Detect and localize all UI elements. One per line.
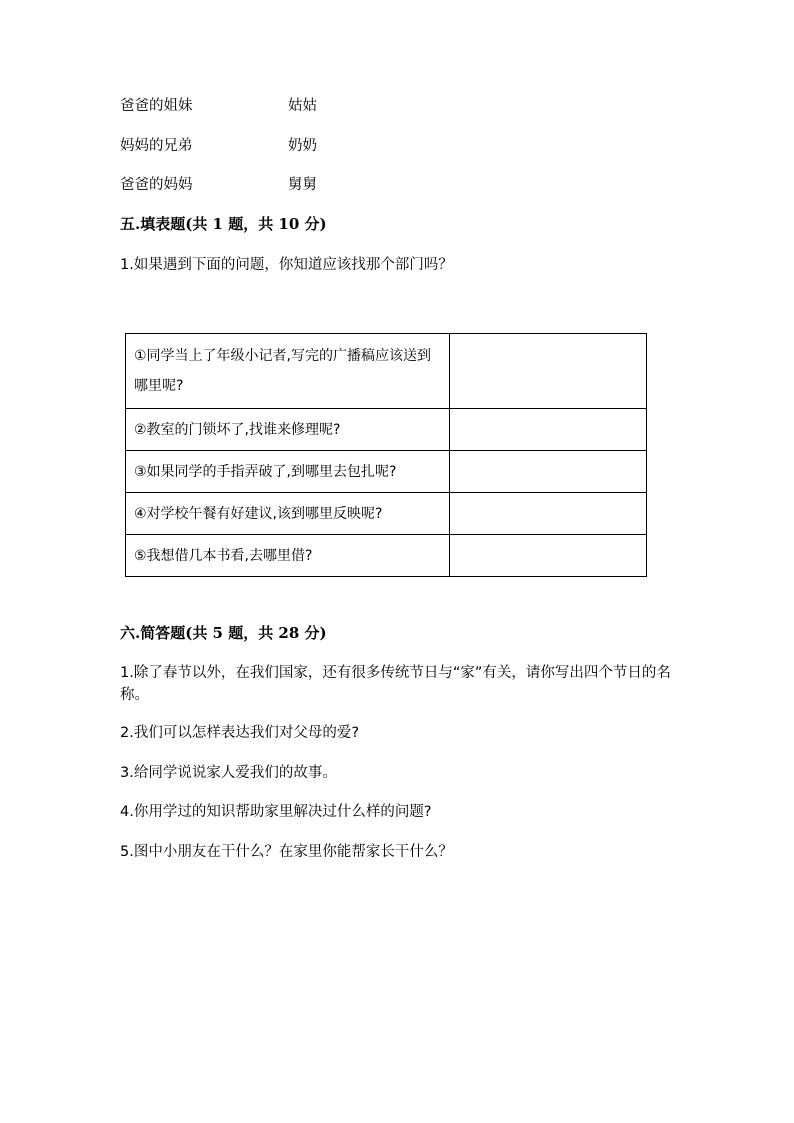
table-row xyxy=(126,409,647,451)
matching-left-1: 爸爸的姐妹 xyxy=(120,98,193,114)
matching-left-2: 妈妈的兄弟 xyxy=(120,138,193,154)
section5-question: 1.如果遇到下面的问题，你知道应该找那个部门吗？ xyxy=(120,257,453,273)
matching-right-3: 舅舅 xyxy=(288,177,317,193)
question-1: 1.除了春节以外，在我们国家，还有很多传统节日与“家”有关，请你写出四个节日的名称。 xyxy=(120,665,671,703)
table-row xyxy=(126,334,647,409)
table-answer-cell[interactable] xyxy=(450,409,647,451)
table-question-cell: ⑤我想借几本书看,去哪里借? xyxy=(126,535,450,577)
table-answer-cell[interactable] xyxy=(450,451,647,493)
matching-right-2: 奶奶 xyxy=(288,138,317,154)
question-2: 2.我们可以怎样表达我们对父母的爱? xyxy=(120,725,360,741)
table-question-cell: ②教室的门锁坏了,找谁来修理呢? xyxy=(126,409,450,451)
table-answer-cell[interactable] xyxy=(450,334,647,409)
section6-heading: 六.简答题(共 5 题，共 28 分) xyxy=(120,624,327,642)
table-question-cell: ①同学当上了年级小记者,写完的广播稿应该送到哪里呢? xyxy=(126,334,450,409)
table-answer-cell[interactable] xyxy=(450,535,647,577)
department-table xyxy=(125,333,647,577)
question-3: 3.给同学说说家人爱我们的故事。 xyxy=(120,765,337,781)
table-question-cell: ④对学校午餐有好建议,该到哪里反映呢? xyxy=(126,493,450,535)
table-row xyxy=(126,535,647,577)
matching-left-3: 爸爸的妈妈 xyxy=(120,177,193,193)
table-row xyxy=(126,451,647,493)
table-row xyxy=(126,493,647,535)
question-5: 5.图中小朋友在干什么？在家里你能帮家长干什么？ xyxy=(120,844,453,860)
section5-heading: 五.填表题(共 1 题，共 10 分) xyxy=(120,215,327,233)
matching-right-1: 姑姑 xyxy=(288,98,317,114)
table-question-cell: ③如果同学的手指弄破了,到哪里去包扎呢? xyxy=(126,451,450,493)
table-answer-cell[interactable] xyxy=(450,493,647,535)
question-4: 4.你用学过的知识帮助家里解决过什么样的问题? xyxy=(120,804,432,820)
